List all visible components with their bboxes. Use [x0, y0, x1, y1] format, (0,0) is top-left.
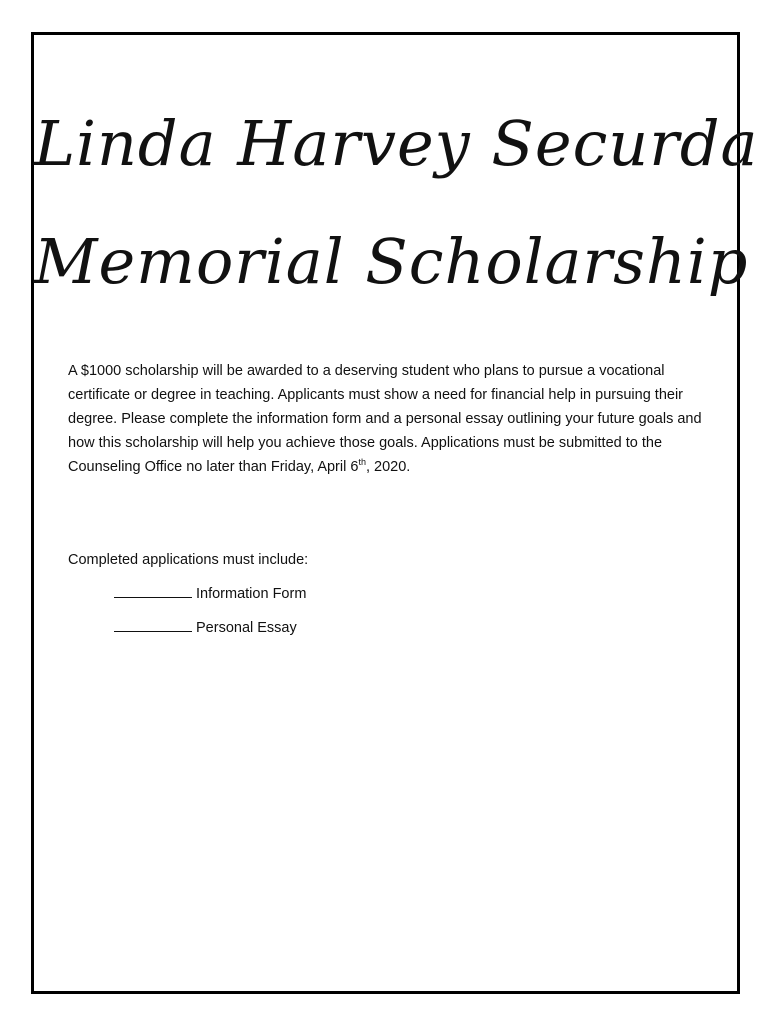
ordinal-suffix: th [358, 457, 366, 468]
checklist-item-personal-essay [114, 616, 297, 640]
requirements-heading: Completed applications must include: [68, 552, 309, 568]
checklist-item-information-form [114, 582, 306, 606]
description-paragraph [68, 359, 708, 479]
checklist-blank [114, 582, 192, 598]
description-text: A $1000 scholarship will be awarded to a deserving student who plans to pursue a vocational certificate or degree in teaching. Applicants must show a need for financial help in pursuing their degree. Please complete the information form and a personal essay outlining your future goals and how this scholarship will help you achieve those goals. Applications must be submitted to the Counseling Office no later than Friday, April 6 [68, 363, 702, 475]
checklist-label: Information Form [196, 586, 307, 602]
checklist-label: Personal Essay [196, 620, 297, 636]
title-line-1: Linda Harvey Securda [34, 107, 759, 180]
checklist-blank [114, 616, 192, 632]
document-page [31, 32, 759, 994]
title-line-2: Memorial Scholarship [34, 225, 749, 298]
description-text-end: , 2020. [365, 459, 411, 475]
